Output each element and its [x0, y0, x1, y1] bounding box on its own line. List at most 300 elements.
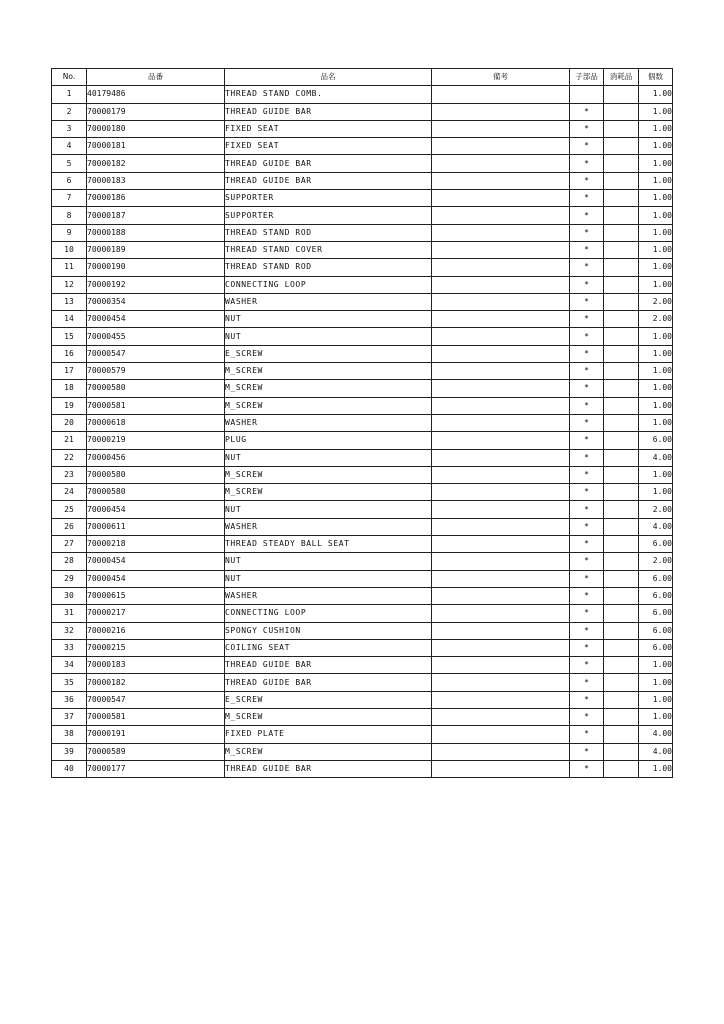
- sub-part-mark-cell: *: [570, 207, 604, 224]
- sub-part-mark-cell: *: [570, 639, 604, 656]
- sub-part-mark-cell: [570, 86, 604, 103]
- part-name-cell: E_SCREW: [225, 691, 432, 708]
- table-row: [52, 449, 673, 466]
- row-number-cell: 18: [52, 380, 87, 397]
- row-number-cell: 20: [52, 414, 87, 431]
- remarks-cell: [432, 120, 570, 137]
- part-number-cell: 70000547: [87, 691, 225, 708]
- remarks-cell: [432, 155, 570, 172]
- part-number-cell: 70000547: [87, 345, 225, 362]
- table-row: [52, 345, 673, 362]
- part-number-cell: 70000454: [87, 553, 225, 570]
- table-row: [52, 553, 673, 570]
- part-number-cell: 70000183: [87, 657, 225, 674]
- part-name-cell: THREAD GUIDE BAR: [225, 674, 432, 691]
- quantity-cell: 1.00: [639, 155, 673, 172]
- remarks-cell: [432, 86, 570, 103]
- quantity-cell: 1.00: [639, 224, 673, 241]
- consumable-mark-cell: [604, 674, 639, 691]
- quantity-cell: 1.00: [639, 345, 673, 362]
- part-name-cell: FIXED PLATE: [225, 726, 432, 743]
- remarks-cell: [432, 224, 570, 241]
- part-name-cell: M_SCREW: [225, 380, 432, 397]
- consumable-mark-cell: [604, 622, 639, 639]
- part-name-cell: WASHER: [225, 414, 432, 431]
- sub-part-mark-cell: *: [570, 691, 604, 708]
- part-name-cell: WASHER: [225, 518, 432, 535]
- header-consumable: 消耗品: [604, 69, 639, 86]
- consumable-mark-cell: [604, 86, 639, 103]
- consumable-mark-cell: [604, 241, 639, 258]
- row-number-cell: 31: [52, 605, 87, 622]
- table-row: [52, 311, 673, 328]
- remarks-cell: [432, 536, 570, 553]
- remarks-cell: [432, 466, 570, 483]
- part-number-cell: 70000182: [87, 674, 225, 691]
- row-number-cell: 32: [52, 622, 87, 639]
- table-row: [52, 726, 673, 743]
- part-number-cell: 70000188: [87, 224, 225, 241]
- table-row: [52, 138, 673, 155]
- part-number-cell: 70000192: [87, 276, 225, 293]
- part-name-cell: WASHER: [225, 587, 432, 604]
- part-name-cell: NUT: [225, 449, 432, 466]
- quantity-cell: 2.00: [639, 311, 673, 328]
- sub-part-mark-cell: *: [570, 743, 604, 760]
- part-number-cell: 70000215: [87, 639, 225, 656]
- table-row: [52, 760, 673, 777]
- table-row: [52, 622, 673, 639]
- remarks-cell: [432, 414, 570, 431]
- table-row: [52, 363, 673, 380]
- quantity-cell: 1.00: [639, 484, 673, 501]
- consumable-mark-cell: [604, 466, 639, 483]
- consumable-mark-cell: [604, 190, 639, 207]
- sub-part-mark-cell: *: [570, 708, 604, 725]
- consumable-mark-cell: [604, 397, 639, 414]
- table-row: [52, 414, 673, 431]
- part-name-cell: THREAD STAND COVER: [225, 241, 432, 258]
- remarks-cell: [432, 708, 570, 725]
- sub-part-mark-cell: *: [570, 553, 604, 570]
- quantity-cell: 1.00: [639, 708, 673, 725]
- row-number-cell: 21: [52, 432, 87, 449]
- quantity-cell: 1.00: [639, 414, 673, 431]
- remarks-cell: [432, 553, 570, 570]
- sub-part-mark-cell: *: [570, 760, 604, 777]
- part-number-cell: 70000187: [87, 207, 225, 224]
- consumable-mark-cell: [604, 380, 639, 397]
- table-row: [52, 207, 673, 224]
- part-name-cell: NUT: [225, 501, 432, 518]
- remarks-cell: [432, 380, 570, 397]
- sub-part-mark-cell: *: [570, 397, 604, 414]
- quantity-cell: 1.00: [639, 760, 673, 777]
- part-number-cell: 70000354: [87, 293, 225, 310]
- header-part-name: 品名: [225, 69, 432, 86]
- row-number-cell: 3: [52, 120, 87, 137]
- remarks-cell: [432, 605, 570, 622]
- sub-part-mark-cell: *: [570, 449, 604, 466]
- table-row: [52, 224, 673, 241]
- row-number-cell: 6: [52, 172, 87, 189]
- header-remarks: 備考: [432, 69, 570, 86]
- part-number-cell: 70000189: [87, 241, 225, 258]
- row-number-cell: 26: [52, 518, 87, 535]
- part-name-cell: PLUG: [225, 432, 432, 449]
- remarks-cell: [432, 657, 570, 674]
- row-number-cell: 14: [52, 311, 87, 328]
- consumable-mark-cell: [604, 345, 639, 362]
- sub-part-mark-cell: *: [570, 536, 604, 553]
- header-part-number: 品番: [87, 69, 225, 86]
- consumable-mark-cell: [604, 224, 639, 241]
- part-number-cell: 70000580: [87, 484, 225, 501]
- part-name-cell: SUPPORTER: [225, 207, 432, 224]
- sub-part-mark-cell: *: [570, 674, 604, 691]
- row-number-cell: 36: [52, 691, 87, 708]
- remarks-cell: [432, 345, 570, 362]
- part-name-cell: THREAD GUIDE BAR: [225, 657, 432, 674]
- consumable-mark-cell: [604, 536, 639, 553]
- remarks-cell: [432, 207, 570, 224]
- consumable-mark-cell: [604, 501, 639, 518]
- header-no: No.: [52, 69, 87, 86]
- consumable-mark-cell: [604, 691, 639, 708]
- sub-part-mark-cell: *: [570, 432, 604, 449]
- quantity-cell: 1.00: [639, 241, 673, 258]
- table-row: [52, 708, 673, 725]
- table-row: [52, 674, 673, 691]
- table-row: [52, 190, 673, 207]
- remarks-cell: [432, 241, 570, 258]
- sub-part-mark-cell: *: [570, 103, 604, 120]
- sub-part-mark-cell: *: [570, 484, 604, 501]
- part-number-cell: 70000580: [87, 380, 225, 397]
- quantity-cell: 4.00: [639, 518, 673, 535]
- table-row: [52, 380, 673, 397]
- quantity-cell: 2.00: [639, 501, 673, 518]
- quantity-cell: 1.00: [639, 691, 673, 708]
- quantity-cell: 1.00: [639, 380, 673, 397]
- sub-part-mark-cell: *: [570, 466, 604, 483]
- consumable-mark-cell: [604, 484, 639, 501]
- remarks-cell: [432, 397, 570, 414]
- part-name-cell: SUPPORTER: [225, 190, 432, 207]
- consumable-mark-cell: [604, 293, 639, 310]
- part-name-cell: THREAD STEADY BALL SEAT: [225, 536, 432, 553]
- part-number-cell: 70000579: [87, 363, 225, 380]
- part-name-cell: M_SCREW: [225, 743, 432, 760]
- consumable-mark-cell: [604, 570, 639, 587]
- part-name-cell: THREAD STAND ROD: [225, 259, 432, 276]
- remarks-cell: [432, 587, 570, 604]
- sub-part-mark-cell: *: [570, 328, 604, 345]
- quantity-cell: 6.00: [639, 570, 673, 587]
- part-name-cell: COILING SEAT: [225, 639, 432, 656]
- table-row: [52, 691, 673, 708]
- consumable-mark-cell: [604, 760, 639, 777]
- quantity-cell: 6.00: [639, 622, 673, 639]
- part-name-cell: M_SCREW: [225, 708, 432, 725]
- part-number-cell: 70000216: [87, 622, 225, 639]
- sub-part-mark-cell: *: [570, 241, 604, 258]
- quantity-cell: 4.00: [639, 726, 673, 743]
- row-number-cell: 34: [52, 657, 87, 674]
- part-name-cell: NUT: [225, 328, 432, 345]
- remarks-cell: [432, 311, 570, 328]
- consumable-mark-cell: [604, 172, 639, 189]
- sub-part-mark-cell: *: [570, 120, 604, 137]
- row-number-cell: 13: [52, 293, 87, 310]
- consumable-mark-cell: [604, 103, 639, 120]
- consumable-mark-cell: [604, 363, 639, 380]
- part-number-cell: 70000581: [87, 708, 225, 725]
- remarks-cell: [432, 622, 570, 639]
- sub-part-mark-cell: *: [570, 726, 604, 743]
- quantity-cell: 6.00: [639, 536, 673, 553]
- sub-part-mark-cell: *: [570, 293, 604, 310]
- remarks-cell: [432, 172, 570, 189]
- remarks-cell: [432, 103, 570, 120]
- remarks-cell: [432, 743, 570, 760]
- row-number-cell: 4: [52, 138, 87, 155]
- row-number-cell: 15: [52, 328, 87, 345]
- table-row: [52, 536, 673, 553]
- row-number-cell: 1: [52, 86, 87, 103]
- part-name-cell: E_SCREW: [225, 345, 432, 362]
- part-number-cell: 70000454: [87, 311, 225, 328]
- remarks-cell: [432, 726, 570, 743]
- part-number-cell: 70000180: [87, 120, 225, 137]
- row-number-cell: 17: [52, 363, 87, 380]
- part-number-cell: 70000454: [87, 570, 225, 587]
- remarks-cell: [432, 639, 570, 656]
- quantity-cell: 4.00: [639, 743, 673, 760]
- consumable-mark-cell: [604, 743, 639, 760]
- remarks-cell: [432, 674, 570, 691]
- part-name-cell: NUT: [225, 553, 432, 570]
- row-number-cell: 7: [52, 190, 87, 207]
- remarks-cell: [432, 449, 570, 466]
- row-number-cell: 19: [52, 397, 87, 414]
- header-sub-part: 子部品: [570, 69, 604, 86]
- part-number-cell: 70000611: [87, 518, 225, 535]
- table-row: [52, 587, 673, 604]
- table-row: [52, 241, 673, 258]
- consumable-mark-cell: [604, 414, 639, 431]
- quantity-cell: 2.00: [639, 553, 673, 570]
- remarks-cell: [432, 691, 570, 708]
- consumable-mark-cell: [604, 553, 639, 570]
- table-row: [52, 397, 673, 414]
- row-number-cell: 9: [52, 224, 87, 241]
- remarks-cell: [432, 293, 570, 310]
- table-row: [52, 570, 673, 587]
- quantity-cell: 4.00: [639, 449, 673, 466]
- sub-part-mark-cell: *: [570, 622, 604, 639]
- row-number-cell: 25: [52, 501, 87, 518]
- quantity-cell: 1.00: [639, 207, 673, 224]
- row-number-cell: 22: [52, 449, 87, 466]
- parts-list-sheet: [51, 68, 672, 778]
- consumable-mark-cell: [604, 259, 639, 276]
- table-row: [52, 605, 673, 622]
- sub-part-mark-cell: *: [570, 345, 604, 362]
- part-number-cell: 70000182: [87, 155, 225, 172]
- remarks-cell: [432, 259, 570, 276]
- part-number-cell: 70000179: [87, 103, 225, 120]
- quantity-cell: 1.00: [639, 172, 673, 189]
- quantity-cell: 1.00: [639, 328, 673, 345]
- table-row: [52, 172, 673, 189]
- row-number-cell: 2: [52, 103, 87, 120]
- row-number-cell: 16: [52, 345, 87, 362]
- consumable-mark-cell: [604, 726, 639, 743]
- part-name-cell: FIXED SEAT: [225, 120, 432, 137]
- part-number-cell: 70000589: [87, 743, 225, 760]
- quantity-cell: 1.00: [639, 276, 673, 293]
- sub-part-mark-cell: *: [570, 587, 604, 604]
- quantity-cell: 1.00: [639, 657, 673, 674]
- quantity-cell: 6.00: [639, 605, 673, 622]
- sub-part-mark-cell: *: [570, 570, 604, 587]
- part-number-cell: 70000615: [87, 587, 225, 604]
- consumable-mark-cell: [604, 276, 639, 293]
- consumable-mark-cell: [604, 155, 639, 172]
- part-number-cell: 70000177: [87, 760, 225, 777]
- part-name-cell: M_SCREW: [225, 363, 432, 380]
- consumable-mark-cell: [604, 311, 639, 328]
- parts-table: [51, 68, 673, 778]
- quantity-cell: 1.00: [639, 86, 673, 103]
- consumable-mark-cell: [604, 328, 639, 345]
- consumable-mark-cell: [604, 605, 639, 622]
- remarks-cell: [432, 138, 570, 155]
- quantity-cell: 1.00: [639, 190, 673, 207]
- part-number-cell: 70000618: [87, 414, 225, 431]
- table-row: [52, 276, 673, 293]
- sub-part-mark-cell: *: [570, 138, 604, 155]
- part-number-cell: 70000190: [87, 259, 225, 276]
- row-number-cell: 30: [52, 587, 87, 604]
- table-row: [52, 155, 673, 172]
- remarks-cell: [432, 760, 570, 777]
- remarks-cell: [432, 190, 570, 207]
- part-number-cell: 70000580: [87, 466, 225, 483]
- sub-part-mark-cell: *: [570, 363, 604, 380]
- row-number-cell: 11: [52, 259, 87, 276]
- sub-part-mark-cell: *: [570, 380, 604, 397]
- table-row: [52, 501, 673, 518]
- part-name-cell: THREAD GUIDE BAR: [225, 155, 432, 172]
- sub-part-mark-cell: *: [570, 657, 604, 674]
- quantity-cell: 1.00: [639, 674, 673, 691]
- part-name-cell: M_SCREW: [225, 466, 432, 483]
- table-row: [52, 432, 673, 449]
- part-name-cell: M_SCREW: [225, 484, 432, 501]
- remarks-cell: [432, 363, 570, 380]
- part-name-cell: CONNECTING LOOP: [225, 605, 432, 622]
- consumable-mark-cell: [604, 120, 639, 137]
- part-number-cell: 70000217: [87, 605, 225, 622]
- sub-part-mark-cell: *: [570, 414, 604, 431]
- quantity-cell: 1.00: [639, 466, 673, 483]
- sub-part-mark-cell: *: [570, 224, 604, 241]
- sub-part-mark-cell: *: [570, 190, 604, 207]
- consumable-mark-cell: [604, 639, 639, 656]
- consumable-mark-cell: [604, 138, 639, 155]
- table-row: [52, 639, 673, 656]
- part-number-cell: 70000183: [87, 172, 225, 189]
- quantity-cell: 6.00: [639, 587, 673, 604]
- table-row: [52, 293, 673, 310]
- consumable-mark-cell: [604, 708, 639, 725]
- sub-part-mark-cell: *: [570, 311, 604, 328]
- part-name-cell: CONNECTING LOOP: [225, 276, 432, 293]
- part-name-cell: THREAD STAND ROD: [225, 224, 432, 241]
- part-name-cell: THREAD GUIDE BAR: [225, 103, 432, 120]
- row-number-cell: 27: [52, 536, 87, 553]
- row-number-cell: 10: [52, 241, 87, 258]
- part-name-cell: SPONGY CUSHION: [225, 622, 432, 639]
- table-row: [52, 466, 673, 483]
- row-number-cell: 23: [52, 466, 87, 483]
- remarks-cell: [432, 432, 570, 449]
- consumable-mark-cell: [604, 449, 639, 466]
- part-name-cell: M_SCREW: [225, 397, 432, 414]
- table-row: [52, 743, 673, 760]
- part-name-cell: FIXED SEAT: [225, 138, 432, 155]
- part-number-cell: 70000191: [87, 726, 225, 743]
- table-row: [52, 657, 673, 674]
- quantity-cell: 6.00: [639, 432, 673, 449]
- table-row: [52, 259, 673, 276]
- table-header-row: [52, 69, 673, 86]
- quantity-cell: 1.00: [639, 397, 673, 414]
- row-number-cell: 39: [52, 743, 87, 760]
- remarks-cell: [432, 501, 570, 518]
- row-number-cell: 5: [52, 155, 87, 172]
- part-name-cell: NUT: [225, 311, 432, 328]
- remarks-cell: [432, 276, 570, 293]
- part-number-cell: 70000181: [87, 138, 225, 155]
- row-number-cell: 38: [52, 726, 87, 743]
- consumable-mark-cell: [604, 657, 639, 674]
- table-row: [52, 103, 673, 120]
- consumable-mark-cell: [604, 207, 639, 224]
- part-name-cell: THREAD GUIDE BAR: [225, 760, 432, 777]
- remarks-cell: [432, 518, 570, 535]
- sub-part-mark-cell: *: [570, 518, 604, 535]
- row-number-cell: 12: [52, 276, 87, 293]
- table-row: [52, 328, 673, 345]
- quantity-cell: 6.00: [639, 639, 673, 656]
- remarks-cell: [432, 484, 570, 501]
- row-number-cell: 37: [52, 708, 87, 725]
- row-number-cell: 29: [52, 570, 87, 587]
- table-row: [52, 518, 673, 535]
- sub-part-mark-cell: *: [570, 605, 604, 622]
- remarks-cell: [432, 328, 570, 345]
- quantity-cell: 1.00: [639, 138, 673, 155]
- part-number-cell: 70000454: [87, 501, 225, 518]
- parts-table-body: [52, 86, 673, 778]
- quantity-cell: 1.00: [639, 363, 673, 380]
- remarks-cell: [432, 570, 570, 587]
- quantity-cell: 2.00: [639, 293, 673, 310]
- consumable-mark-cell: [604, 432, 639, 449]
